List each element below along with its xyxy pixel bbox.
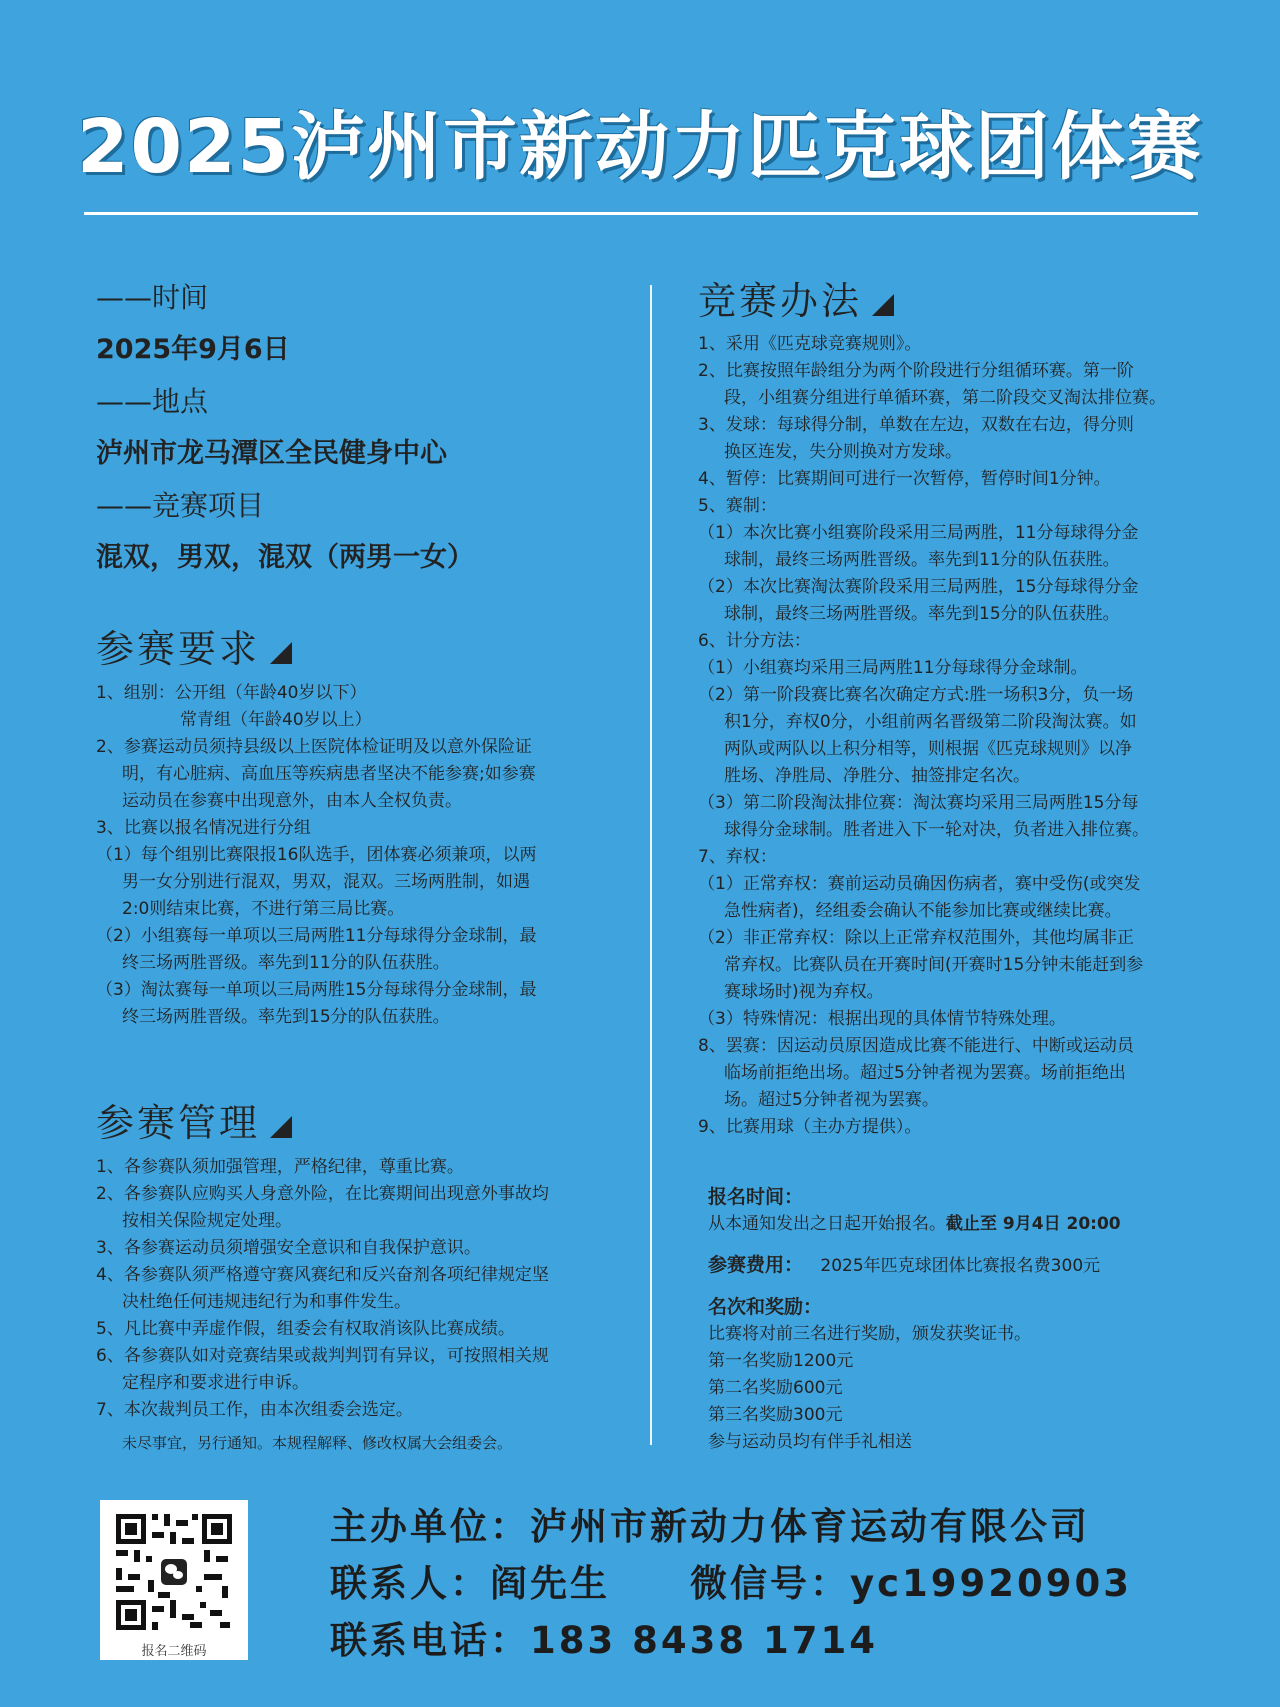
list-item: 定程序和要求进行申诉。 (122, 1373, 309, 1393)
triangle-icon (270, 642, 292, 664)
award-line: 第二名奖励600元 (708, 1378, 843, 1398)
time-label: ——时间 (96, 281, 209, 314)
list-item: 6、计分方法： (698, 631, 811, 651)
list-item: 7、本次裁判员工作，由本次组委会选定。 (96, 1400, 413, 1420)
events-value: 混双，男双，混双（两男一女） (96, 542, 474, 573)
management-note: 未尽事宜，另行通知。本规程解释、修改权属大会组委会。 (122, 1434, 513, 1452)
list-item: （1）小组赛均采用三局两胜11分每球得分金球制。 (698, 658, 1088, 678)
registration-qr[interactable] (100, 1500, 248, 1660)
wechat-id: 微信号：yc19920903 (690, 1562, 1133, 1605)
list-item: 急性病者)，经组委会确认不能参加比赛或继续比赛。 (724, 901, 1122, 921)
list-item: （2）第一阶段赛比赛名次确定方式:胜一场积3分，负一场 (698, 685, 1134, 705)
contact-line (330, 1555, 1230, 1612)
registration-info (708, 1184, 1228, 1456)
column-divider (650, 285, 652, 1445)
list-item: （2）非正常弃权：除以上正常弃权范围外，其他均属非正 (698, 928, 1134, 948)
requirements-heading (96, 618, 292, 673)
reg-deadline: 截止至 9月4日 20:00 (946, 1214, 1121, 1234)
events-label: ——竞赛项目 (96, 489, 265, 522)
list-item: （2）本次比赛淘汰赛阶段采用三局两胜，15分每球得分金 (698, 577, 1139, 597)
list-item: 临场前拒绝出场。超过5分钟者视为罢赛。场前拒绝出 (724, 1063, 1126, 1083)
list-item: 1、采用《匹克球竞赛规则》。 (698, 334, 922, 354)
reg-time-text: 从本通知发出之日起开始报名。 (708, 1214, 946, 1234)
list-item: （1）正常弃权：赛前运动员确因伤病者，赛中受伤(或突发 (698, 874, 1141, 894)
management-heading (96, 1092, 292, 1147)
reg-fee-heading: 参赛费用： (708, 1254, 804, 1276)
list-item: 3、各参赛运动员须增强安全意识和自我保护意识。 (96, 1238, 481, 1258)
rules-heading-text: 竞赛办法 (698, 279, 863, 323)
list-item: 5、赛制： (698, 496, 777, 516)
list-item: 1、各参赛队须加强管理，严格纪律，尊重比赛。 (96, 1157, 464, 1177)
list-item: 常青组（年龄40岁以上） (180, 710, 372, 730)
list-item: （3）淘汰赛每一单项以三局两胜15分每球得分金球制，最 (96, 980, 537, 1000)
list-item: 男一女分别进行混双，男双，混双。三场两胜制，如遇 (122, 872, 530, 892)
contact-person: 联系人：阎先生 (330, 1562, 610, 1605)
list-item: （1）每个组别比赛限报16队选手，团体赛必须兼项，以两 (96, 845, 537, 865)
list-item: 场。超过5分钟者视为罢赛。 (724, 1090, 939, 1110)
qr-code (112, 1510, 236, 1634)
list-item: 5、凡比赛中弄虚作假，组委会有权取消该队比赛成绩。 (96, 1319, 515, 1339)
reg-fee-line (708, 1252, 1228, 1280)
list-item: （2）小组赛每一单项以三局两胜11分每球得分金球制，最 (96, 926, 537, 946)
list-item: 球制，最终三场两胜晋级。率先到15分的队伍获胜。 (724, 604, 1120, 624)
list-item: 球制，最终三场两胜晋级。率先到11分的队伍获胜。 (724, 550, 1120, 570)
award-line: 第三名奖励300元 (708, 1405, 843, 1425)
rules-list (698, 331, 1238, 1141)
list-item: 赛球场时)视为弃权。 (724, 982, 884, 1002)
list-item: 4、暂停：比赛期间可进行一次暂停，暂停时间1分钟。 (698, 469, 1111, 489)
list-item: 3、发球：每球得分制，单数在左边，双数在右边，得分则 (698, 415, 1134, 435)
title-divider (84, 212, 1198, 215)
list-item: 明，有心脏病、高血压等疾病患者坚决不能参赛;如参赛 (122, 764, 536, 784)
list-item: 终三场两胜晋级。率先到15分的队伍获胜。 (122, 1007, 450, 1027)
list-item: （3）特殊情况：根据出现的具体情节特殊处理。 (698, 1009, 1066, 1029)
award-heading: 名次和奖励： (708, 1296, 823, 1318)
award-line: 参与运动员均有伴手礼相送 (708, 1432, 912, 1452)
list-item: 2、各参赛队应购买人身意外险，在比赛期间出现意外事故均 (96, 1184, 549, 1204)
list-item: （1）本次比赛小组赛阶段采用三局两胜，11分每球得分金 (698, 523, 1139, 543)
list-item: 7、弃权： (698, 847, 777, 867)
list-item: 9、比赛用球（主办方提供）。 (698, 1117, 922, 1137)
list-item: 终三场两胜晋级。率先到11分的队伍获胜。 (122, 953, 450, 973)
award-line: 比赛将对前三名进行奖励，颁发获奖证书。 (708, 1324, 1031, 1344)
reg-fee-text: 2025年匹克球团体比赛报名费300元 (820, 1256, 1101, 1276)
management-heading-text: 参赛管理 (96, 1101, 261, 1145)
list-item: 4、各参赛队须严格遵守赛风赛纪和反兴奋剂各项纪律规定坚 (96, 1265, 549, 1285)
list-item: 胜场、净胜局、净胜分、抽签排定名次。 (724, 766, 1030, 786)
reg-time-heading: 报名时间： (708, 1186, 804, 1208)
requirements-list (96, 680, 636, 1031)
list-item: 球得分金球制。胜者进入下一轮对决，负者进入排位赛。 (724, 820, 1149, 840)
footer (330, 1498, 1230, 1669)
wechat-icon (158, 1556, 190, 1588)
list-item: 运动员在参赛中出现意外，由本人全权负责。 (122, 791, 462, 811)
list-item: 1、组别：公开组（年龄40岁以下） (96, 683, 367, 703)
list-item: 3、比赛以报名情况进行分组 (96, 818, 311, 838)
list-item: 换区连发，失分则换对方发球。 (724, 442, 962, 462)
list-item: 6、各参赛队如对竞赛结果或裁判判罚有异议，可按照相关规 (96, 1346, 549, 1366)
list-item: （3）第二阶段淘汰排位赛：淘汰赛均采用三局两胜15分每 (698, 793, 1139, 813)
event-info (96, 272, 636, 584)
triangle-icon (872, 294, 894, 316)
list-item: 段，小组赛分组进行单循环赛，第二阶段交叉淘汰排位赛。 (724, 388, 1166, 408)
list-item: 积1分，弃权0分，小组前两名晋级第二阶段淘汰赛。如 (724, 712, 1137, 732)
triangle-icon (270, 1116, 292, 1138)
list-item: 按相关保险规定处理。 (122, 1211, 292, 1231)
list-item: 8、罢赛：因运动员原因造成比赛不能进行、中断或运动员 (698, 1036, 1134, 1056)
list-item: 常弃权。比赛队员在开赛时间(开赛时15分钟未能赶到参 (724, 955, 1144, 975)
place-label: ——地点 (96, 385, 209, 418)
list-item: 两队或两队以上积分相等，则根据《匹克球规则》以净 (724, 739, 1132, 759)
list-item: 2:0则结束比赛，不进行第三局比赛。 (122, 899, 405, 919)
list-item: 2、比赛按照年龄组分为两个阶段进行分组循环赛。第一阶 (698, 361, 1134, 381)
reg-time-line (708, 1211, 1228, 1238)
qr-caption: 报名二维码 (141, 1644, 207, 1659)
list-item: 2、参赛运动员须持县级以上医院体检证明及以意外保险证 (96, 737, 532, 757)
contact-phone: 联系电话：183 8438 1714 (330, 1619, 878, 1662)
place-value: 泸州市龙马潭区全民健身中心 (96, 438, 447, 469)
management-list (96, 1154, 636, 1457)
requirements-heading-text: 参赛要求 (96, 627, 261, 671)
page-title: 2025泸州市新动力匹克球团体赛 (77, 104, 1203, 190)
list-item: 决杜绝任何违规违纪行为和事件发生。 (122, 1292, 411, 1312)
time-value: 2025年9月6日 (96, 334, 290, 365)
rules-heading (698, 270, 894, 325)
organizer: 主办单位：泸州市新动力体育运动有限公司 (330, 1505, 1090, 1548)
award-line: 第一名奖励1200元 (708, 1351, 854, 1371)
